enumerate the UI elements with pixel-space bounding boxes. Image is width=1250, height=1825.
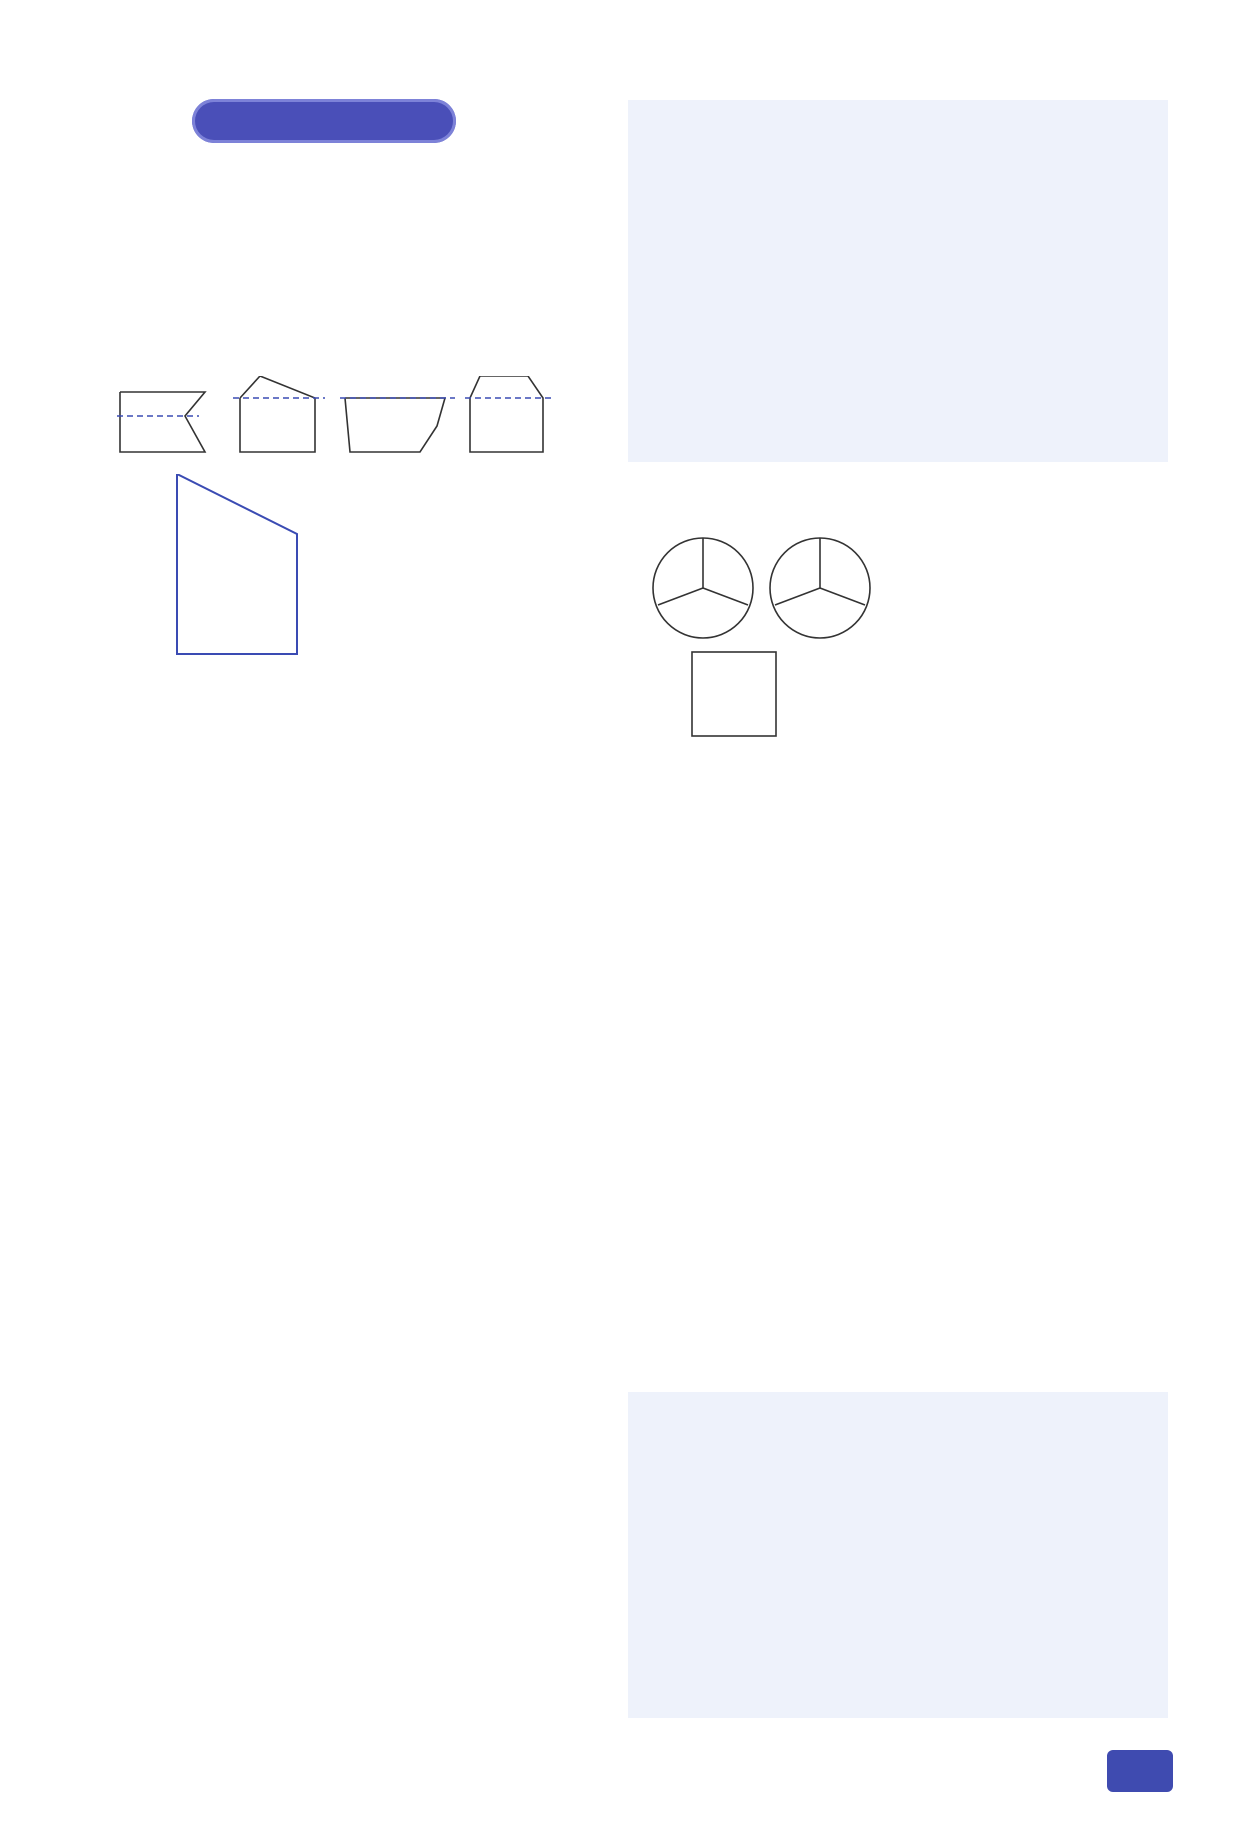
dot-triangle [686, 755, 776, 835]
figure-2 [240, 376, 315, 452]
figure-4 [470, 376, 543, 452]
page-number [1107, 1750, 1173, 1792]
dot-square [690, 650, 780, 740]
figure-1 [120, 392, 205, 452]
number-circles [650, 535, 880, 643]
figure-3 [345, 398, 445, 452]
analysis-box-2 [628, 1392, 1168, 1718]
unit-homework-banner [192, 99, 456, 143]
number-tree [640, 845, 1040, 1085]
symmetry-figures [115, 376, 560, 458]
analysis-box-1 [628, 100, 1168, 462]
trapezoid-shape [177, 474, 297, 654]
grid-figure [117, 474, 423, 664]
